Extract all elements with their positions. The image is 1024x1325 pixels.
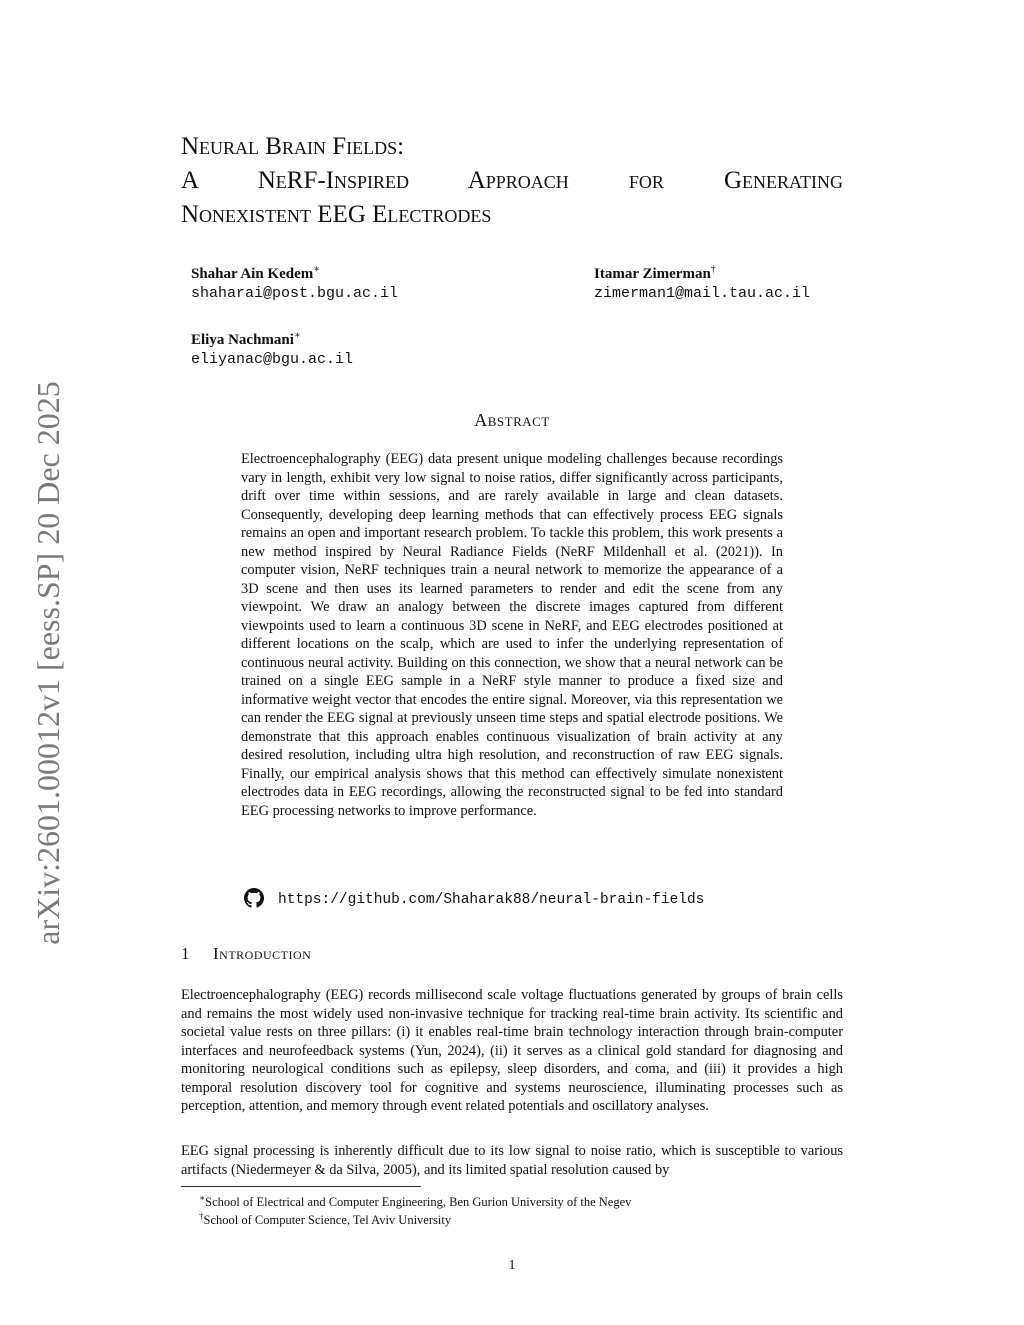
- affiliation-mark: ∗: [293, 330, 301, 341]
- title-line-3: Nonexistent EEG Electrodes: [181, 201, 492, 228]
- author-name: Eliya Nachmani∗: [191, 330, 301, 348]
- author-email[interactable]: shaharai@post.bgu.ac.il: [191, 285, 399, 302]
- abstract-heading: Abstract: [474, 410, 550, 430]
- author-block-1: [191, 260, 398, 304]
- footnote-2: [199, 1208, 451, 1228]
- author-block-3: [191, 326, 353, 370]
- author-name: Itamar Zimerman†: [594, 264, 716, 282]
- page-number: 1: [508, 1258, 516, 1273]
- author-name: Shahar Ain Kedem∗: [191, 264, 321, 282]
- author-email[interactable]: eliyanac@bgu.ac.il: [191, 351, 354, 368]
- github-icon: [244, 888, 264, 908]
- affiliation-mark: †: [710, 264, 716, 275]
- section-heading: [181, 944, 311, 964]
- footnote-mark: †: [199, 1211, 204, 1221]
- footnote-text: School of Computer Science, Tel Aviv University: [203, 1213, 452, 1228]
- repository-url-link[interactable]: https://github.com/Shaharak88/neural-brain-fields: [278, 892, 705, 908]
- section-title: Introduction: [213, 944, 312, 963]
- footnote-divider: [181, 1186, 421, 1187]
- author-block-2: [594, 260, 810, 304]
- abstract-body: Electroencephalography (EEG) data present unique modeling challenges because recordings vary in length, exhibit very low signal to noise ratios, differ significantly across participants, drift over time within sessions, and are rarely available in large and clean datasets. Consequently, developing deep learning methods that can effectively process EEG signals remains an open and important research problem. To tackle this problem, this work presents a new method inspired by Neural Radiance Fields (NeRF Mildenhall et al. (2021)). In computer vision, NeRF techniques train a neural network to memorize the appearance of a 3D scene and then uses its learned parameters to render and edit the scene from any viewpoint. We draw an analogy between the discrete images captured from different viewpoints used to learn a continuous 3D scene in NeRF, and EEG electrodes positioned at different locations on the scalp, which are used to infer the underlying representation of continuous neural activity. Building on this connection, we show that a neural network can be trained on a single EEG sample in a NeRF style manner to produce a fixed size and informative weight vector that encodes the entire signal. Moreover, via this representation we can render the EEG signal at previously unseen time steps and spatial electrode positions. We demonstrate that this approach enables continuous visualization of brain activity at any desired resolution, including ultra high resolution, and reconstruction of raw EEG signals. Finally, our empirical analysis shows that this method can effectively simulate nonexistent electrodes data in EEG recordings, allowing the reconstructed signal to be fed into standard EEG processing networks to improve performance.: [241, 451, 783, 819]
- affiliation-mark: ∗: [313, 264, 321, 275]
- body-paragraph-2: EEG signal processing is inherently difficult due to its low signal to noise ratio, which is susceptible to various artifacts (Niedermeyer & da Silva, 2005), and its limited spatial resolution caused by: [181, 1143, 843, 1178]
- body-paragraph-1: Electroencephalography (EEG) records millisecond scale voltage fluctuations generated by groups of brain cells and remains the most widely used non-invasive technique for tracking real-time brain activity. Its scientific and societal value rests on three pillars: (i) it enables real-time brain technology interaction through brain-computer interfaces and neurofeedback systems (Yun, 2024), (ii) it serves as a clinical gold standard for diagnosing and monitoring neurological conditions such as epilepsy, sleep disorders, and coma, and (iii) it provides a high temporal resolution discovery tool for cognitive and systems neuroscience, illuminating processes such as perception, attention, and memory through event related potentials and oscillatory analyses.: [181, 987, 843, 1114]
- footnote-mark: ∗: [199, 1193, 206, 1203]
- author-email[interactable]: zimerman1@mail.tau.ac.il: [594, 285, 811, 302]
- arxiv-identifier-stamp: arXiv:2601.00012v1 [eess.SP] 20 Dec 2025: [30, 381, 66, 945]
- footnote-text: School of Electrical and Computer Engineering, Ben Gurion University of the Negev: [205, 1195, 632, 1210]
- paper-title: [181, 130, 843, 232]
- section-number: 1: [181, 944, 190, 963]
- title-line-2: A NeRF-Inspired Approach for Generating: [181, 167, 843, 194]
- title-line-1: Neural Brain Fields:: [181, 133, 405, 160]
- repository-link-row: [244, 886, 704, 910]
